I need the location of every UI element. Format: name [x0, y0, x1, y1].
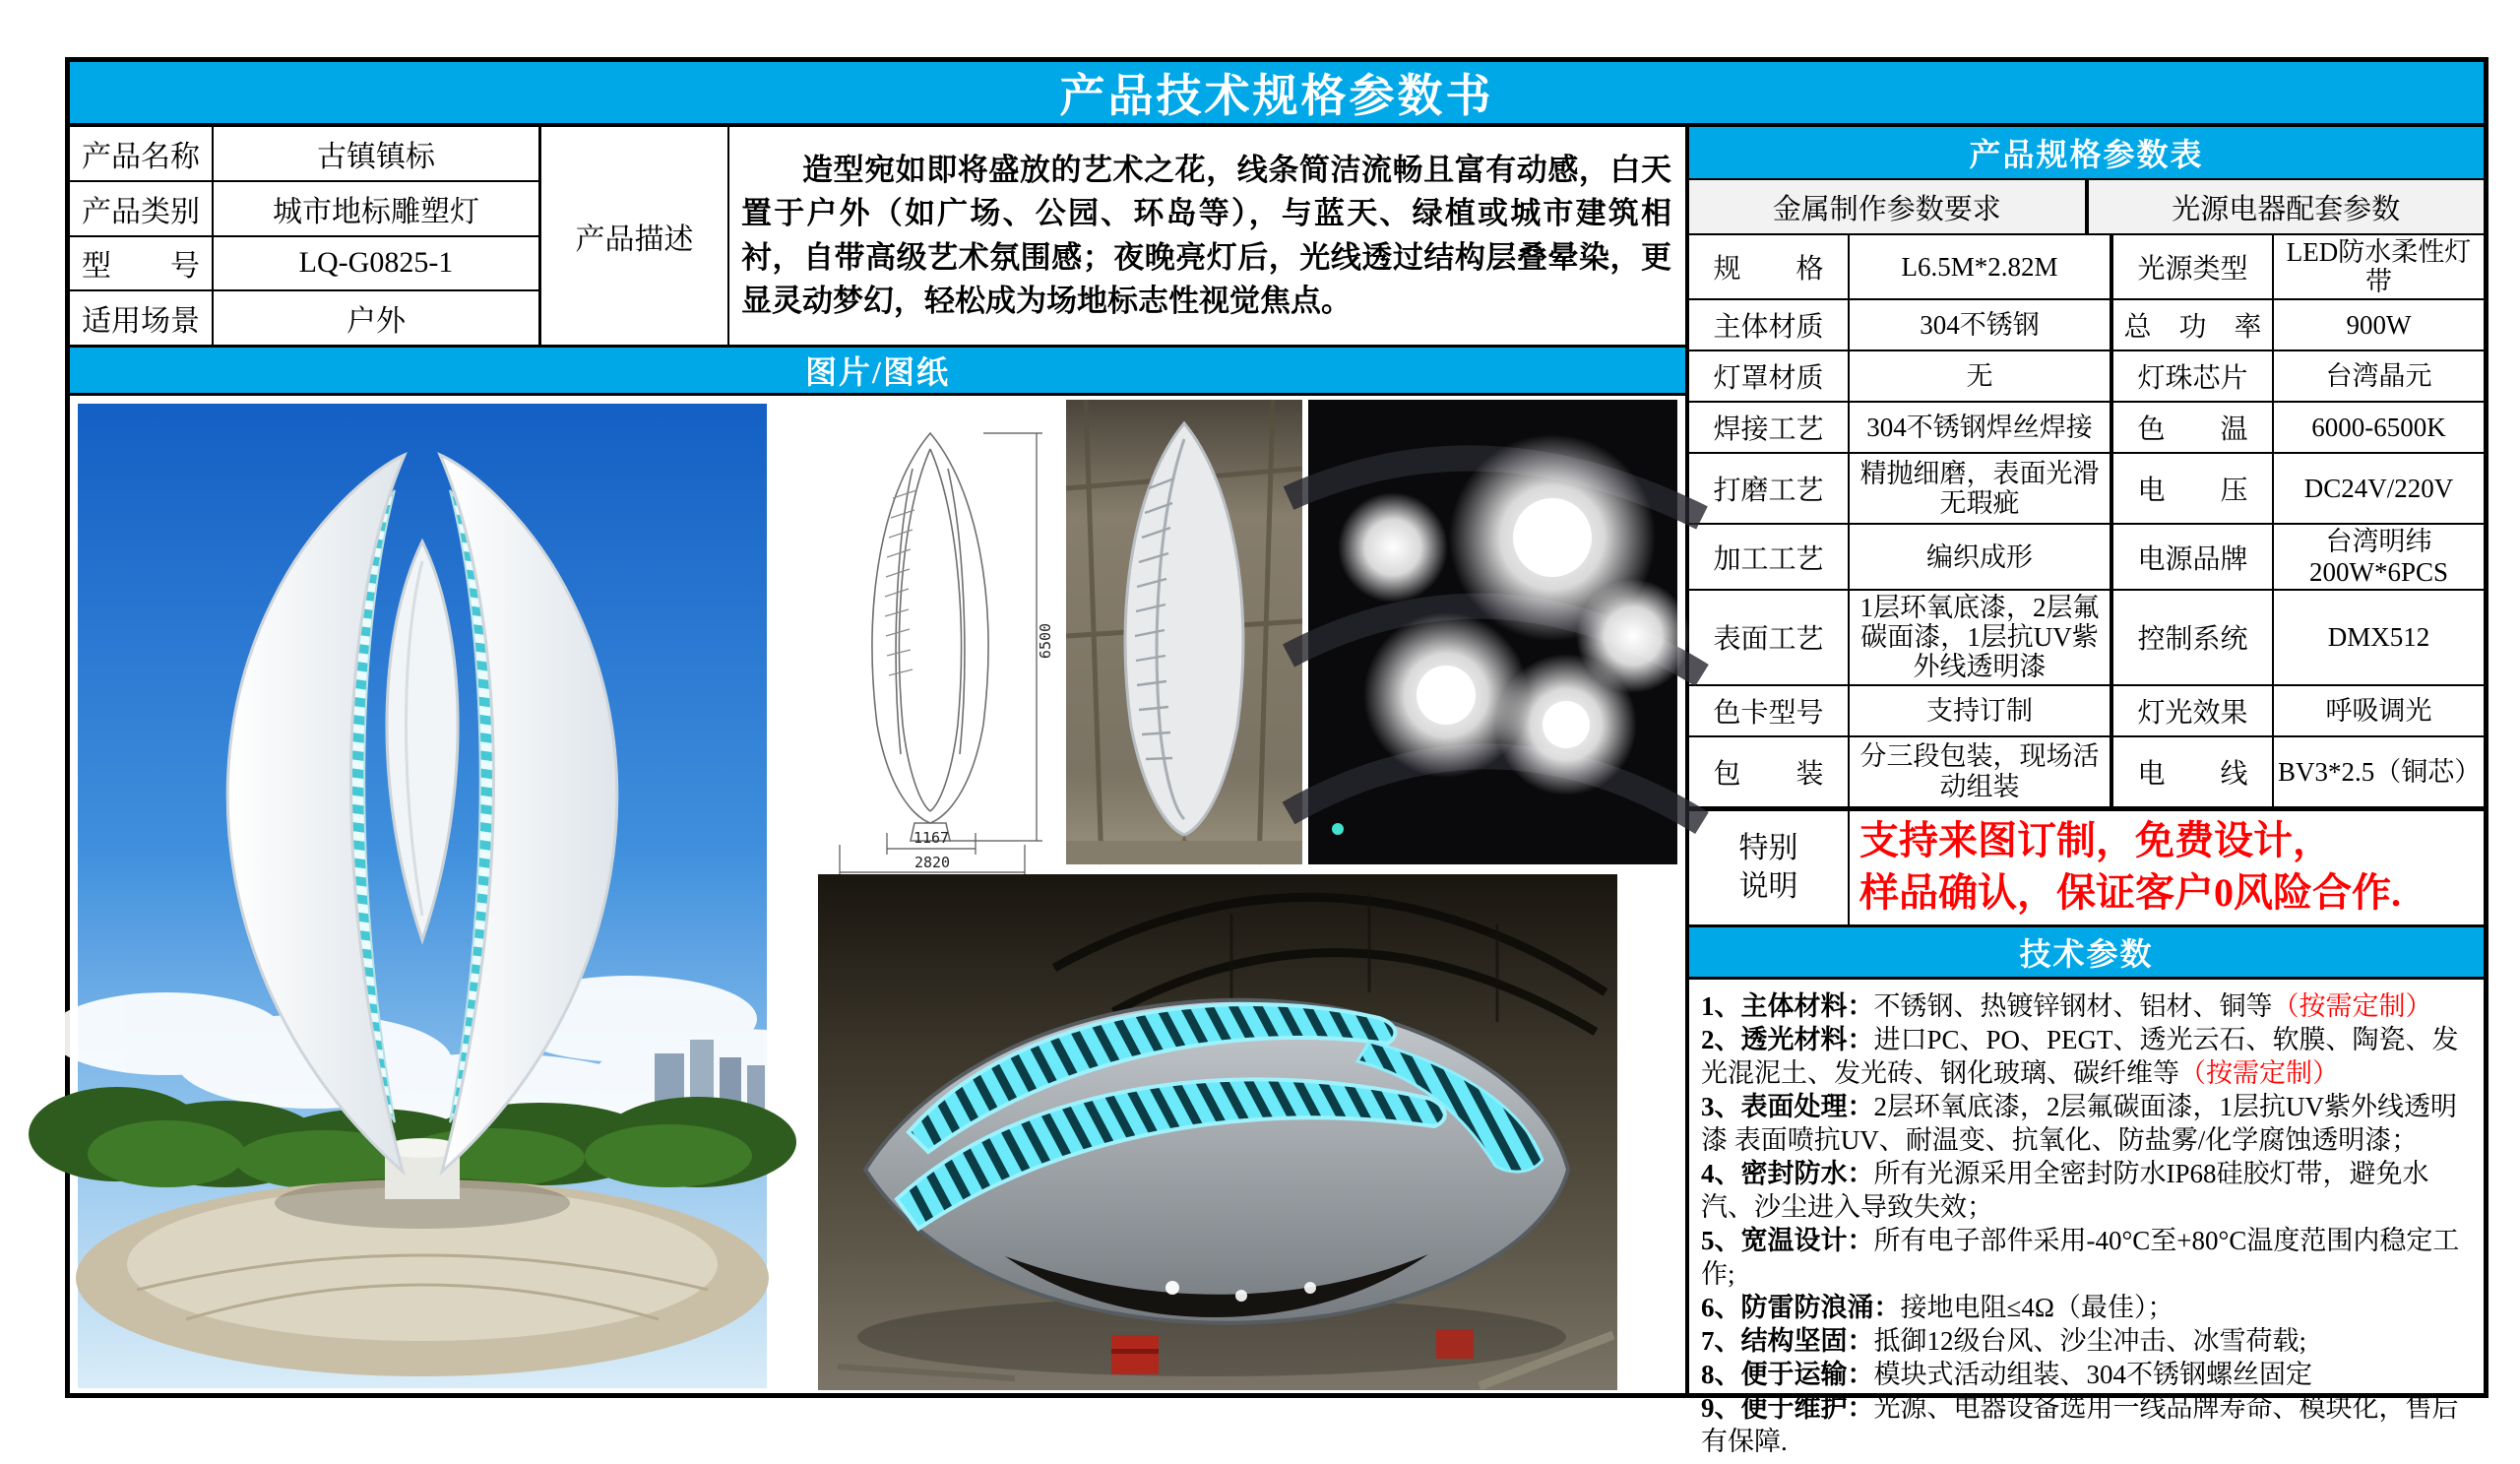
spec-label: 打磨工艺	[1689, 454, 1850, 523]
dim-inner-width: 1167	[913, 829, 950, 847]
group-header-metal: 金属制作参数要求	[1689, 180, 2089, 233]
spec-label: 焊接工艺	[1689, 403, 1850, 452]
table-row	[70, 237, 541, 292]
spec-row	[1689, 737, 2484, 808]
special-note-label-text: 特别说明	[1738, 832, 1798, 904]
spec-value: 台湾晶元	[2325, 361, 2432, 392]
spec-value: 支持订制	[1850, 686, 2113, 735]
tech-params-list	[1689, 980, 2484, 1464]
spec-label: 灯光效果	[2113, 686, 2274, 735]
glow-detail	[1308, 400, 1677, 864]
factory-photo-lit	[818, 874, 1617, 1390]
product-category-label: 产品类别	[70, 182, 214, 235]
spec-label: 色卡型号	[1689, 686, 1850, 735]
spec-value: 304不锈钢焊丝焊接	[1850, 403, 2113, 452]
spec-label: 电 压	[2113, 454, 2274, 523]
list-item: 7、结构坚固：抵御12级台风、沙尘冲击、冰雪荷载;	[1701, 1325, 2307, 1356]
table-row	[70, 291, 541, 345]
spec-row	[1689, 686, 2484, 737]
spec-label: 表面工艺	[1689, 591, 1850, 684]
list-item: 3、表面处理：2层环氧底漆，2层氟碳面漆，1层抗UV紫外线透明漆 表面喷抗UV、耐温变、抗氧化、防盐雾/化学腐蚀透明漆；	[1701, 1091, 2457, 1155]
main-area	[70, 127, 2484, 1456]
spec-row	[1689, 351, 2484, 403]
spec-value: 1层环氧底漆，2层氟碳面漆，1层抗UV紫外线透明漆	[1850, 591, 2113, 684]
table-row	[70, 182, 541, 237]
spec-value: 分三段包装，现场活动组装	[1850, 737, 2113, 806]
spec-row	[1689, 525, 2484, 590]
spec-label: 加工工艺	[1689, 525, 1850, 588]
spec-label: 灯珠芯片	[2113, 351, 2274, 401]
spec-label: 主体材质	[1689, 300, 1850, 350]
spec-label: 总 功 率	[2113, 300, 2274, 350]
left-column	[70, 127, 1685, 1393]
pictures-area	[70, 396, 1685, 1393]
sculpture-day-photo	[78, 404, 767, 1388]
line-drawing	[810, 400, 1062, 871]
list-item: 1、主体材料：不锈钢、热镀锌钢材、铝材、铜等（按需定制）	[1701, 990, 2432, 1021]
spec-row	[1689, 235, 2484, 300]
spec-sheet	[65, 57, 2488, 1456]
pictures-section-title: 图片/图纸	[70, 348, 1685, 396]
description-paragraph: 造型宛如即将盛放的艺术之花，线条简洁流畅且富有动感，白天置于户外（如广场、公园、环岛等），与蓝天、绿植或城市建筑相衬，自带高级艺术氛围感；夜晚亮灯后，光线透过结构层叠晕染，更显灵动梦幻，轻松成为场地标志性视觉焦点。	[741, 153, 1671, 318]
group-header-light: 光源电器配套参数	[2172, 193, 2401, 225]
product-info-block	[70, 127, 1685, 348]
spec-label: 色 温	[2113, 403, 2274, 452]
spec-value: 6000-6500K	[2311, 413, 2446, 443]
list-item: 8、便于运输：模块式活动组装、304不锈钢螺丝固定	[1701, 1359, 2312, 1389]
spec-row	[1689, 591, 2484, 686]
list-item: 6、防雷防浪涌：接地电阻≤4Ω（最佳）；	[1701, 1292, 2174, 1322]
spec-value: 编织成形	[1850, 525, 2113, 588]
spec-value: 呼吸调光	[2325, 695, 2432, 726]
spec-row	[1689, 403, 2484, 454]
special-note-label	[1689, 811, 1850, 924]
spec-group-headers	[1689, 180, 2484, 235]
description-text	[729, 127, 1685, 345]
spec-label: 包 装	[1689, 737, 1850, 806]
night-lighting-photo	[1308, 400, 1677, 864]
spec-label: 光源类型	[2113, 235, 2274, 298]
factory-photo-vertical	[1066, 400, 1302, 864]
model-label: 型 号	[70, 237, 214, 290]
list-item: 4、密封防水：所有光源采用全密封防水IP68硅胶灯带，避免水汽、沙尘进入导致失效；	[1701, 1158, 2429, 1222]
main-product-photo	[78, 404, 767, 1388]
spec-label: 灯罩材质	[1689, 351, 1850, 401]
spec-value: 精抛细磨，表面光滑无瑕疵	[1850, 454, 2113, 523]
spec-label: 电源品牌	[2113, 525, 2274, 588]
dim-outer-width: 2820	[914, 854, 951, 871]
spec-value: 台湾明纬200W*6PCS	[2308, 527, 2449, 587]
table-row	[70, 127, 541, 182]
spec-value: 900W	[2346, 310, 2412, 341]
tech-params-title: 技术参数	[1689, 924, 2484, 980]
spec-value: DC24V/220V	[2303, 474, 2454, 504]
product-name-value: 古镇镇标	[214, 127, 541, 180]
page-title: 产品技术规格参数书	[70, 62, 2484, 127]
special-note-line: 样品确认，保证客户0风险合作.	[1859, 870, 2401, 916]
special-note-row	[1689, 808, 2484, 924]
spec-value: BV3*2.5（铜芯）	[2278, 756, 2482, 787]
spec-table-title: 产品规格参数表	[1689, 127, 2484, 180]
special-note-text	[1850, 811, 2484, 924]
spec-value: L6.5M*2.82M	[1850, 235, 2113, 298]
spec-value: LED防水柔性灯带	[2286, 237, 2472, 297]
spec-label: 规 格	[1689, 235, 1850, 298]
scene-value: 户外	[214, 291, 541, 345]
spec-label: 电 线	[2113, 737, 2274, 806]
list-item: 9、便于维护：光源、电器设备选用一线品牌寿命、模块化，售后有保障.	[1701, 1392, 2459, 1456]
right-column	[1685, 127, 2484, 1456]
description-label: 产品描述	[541, 127, 729, 345]
list-item: 2、透光材料：进口PC、PO、PEGT、透光云石、软膜、陶瓷、发光混泥土、发光砖、钢化玻璃、碳纤维等（按需定制）	[1701, 1024, 2459, 1088]
product-category-value: 城市地标雕塑灯	[214, 182, 541, 235]
dimension-drawing	[810, 400, 1062, 871]
dim-height: 6500	[1037, 622, 1054, 660]
spec-value: 304不锈钢	[1850, 300, 2113, 350]
product-info-table	[70, 127, 541, 345]
spec-row	[1689, 300, 2484, 351]
factory-lit-wide	[818, 874, 1617, 1390]
spec-value: 无	[1850, 351, 2113, 401]
model-value: LQ-G0825-1	[214, 237, 541, 290]
spec-value: DMX512	[2327, 622, 2430, 653]
product-name-label: 产品名称	[70, 127, 214, 180]
spec-row	[1689, 454, 2484, 525]
scene-label: 适用场景	[70, 291, 214, 345]
list-item: 5、宽温设计：所有电子部件采用-40°C至+80°C温度范围内稳定工作;	[1701, 1225, 2460, 1289]
spec-label: 控制系统	[2113, 591, 2274, 684]
factory-vertical	[1066, 400, 1302, 864]
special-note-line: 支持来图订制，免费设计，	[1859, 818, 2332, 863]
